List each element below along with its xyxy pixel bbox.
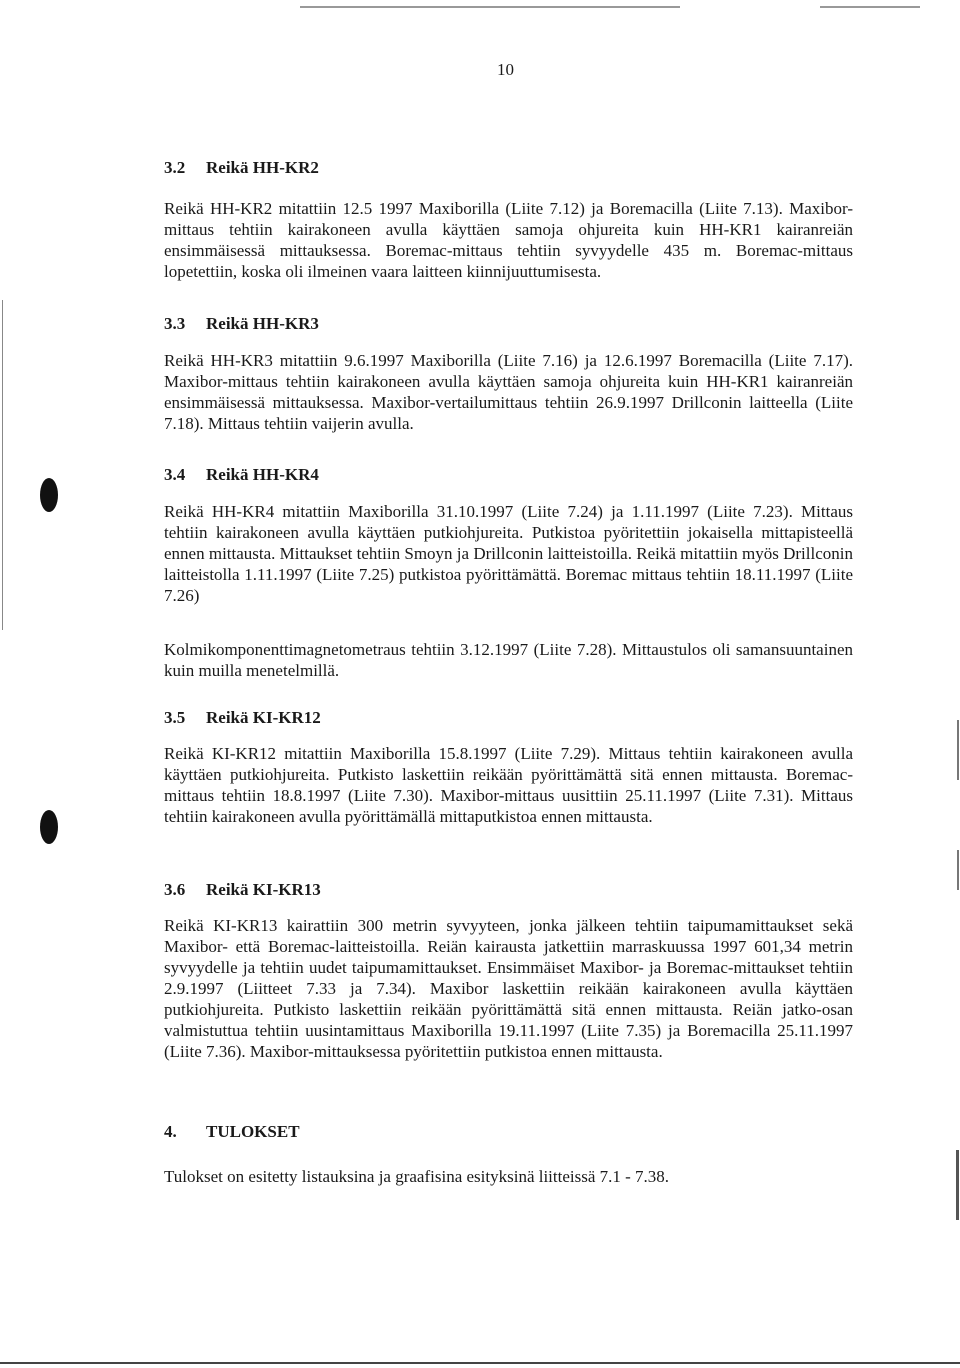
- scan-artifact-top-right-line: [820, 6, 920, 8]
- paragraph: Reikä HH-KR4 mitattiin Maxiborilla 31.10.1997 (Liite 7.24) ja 1.11.1997 (Liite 7.23). Mittaus tehtiin kairakoneen avulla käyttäen putkiohjureita. Putkistoa pyöritettiin jokaisella mittapisteellä ennen mittausta. Mittaukset tehtiin Smoyn ja Drillconin laitteistoilla. Reikä mitattiin myös Drillconin laitteistolla 1.11.1997 (Liite 7.25) putkistoa pyörittämättä. Boremac mittaus tehtiin 18.11.1997 (Liite 7.26): [164, 502, 853, 605]
- paragraph: Tulokset on esitetty listauksina ja graafisina esityksinä liitteissä 7.1 - 7.38.: [164, 1167, 670, 1186]
- section-heading: [164, 465, 319, 485]
- section-heading: [164, 158, 319, 178]
- scan-artifact-left-edge: [2, 300, 3, 630]
- section-heading: [164, 1122, 300, 1142]
- scan-artifact-bottom-line: [0, 1362, 960, 1364]
- section-heading: [164, 314, 319, 334]
- section-title: Reikä KI-KR12: [206, 708, 321, 727]
- page-number: 10: [497, 60, 514, 79]
- paragraph: Reikä KI-KR13 kairattiin 300 metrin syvyyteen, jonka jälkeen tehtiin taipumamittaukset sekä Maxibor- että Boremac-laitteistoilla. Reiän kairausta jatkettiin marraskuussa 1997 601,34 metrin syvyydelle ja tehtiin uudet taipumamittaukset. Ensimmäiset Maxibor- ja Boremac-mittaukset tehtiin 2.9.1997 (Liitteet 7.33 ja 7.34). Maxibor laskettiin reikään kairakoneen avulla käyttäen putkiohjureita. Putkisto laskettiin reikään pyörittämättä sitä ennen mittausta. Reiän jatko-osan valmistuttua tehtiin uusintamittaus Maxiborilla 19.11.1997 (Liite 7.35) ja Boremacilla 25.11.1997 (Liite 7.36). Maxibor-mittauksessa pyöritettiin putkistoa ennen mittausta.: [164, 916, 853, 1061]
- section-title: Reikä HH-KR3: [206, 314, 319, 333]
- section-number: 3.3: [164, 314, 186, 333]
- paragraph: Reikä HH-KR2 mitattiin 12.5 1997 Maxiborilla (Liite 7.12) ja Boremacilla (Liite 7.13). Maxibor-mittaus tehtiin kairakoneen avulla käyttäen samoja ohjureita kuin HH-KR1 kairanreiän ensimmäisessä mittauksessa. Boremac-mittaus tehtiin syvyydelle 435 m. Boremac-mittaus lopetettiin, koska oli ilmeinen vaara laitteen kiinnijuuttumisesta.: [164, 199, 853, 281]
- scan-artifact-right-edge-2: [957, 850, 959, 890]
- scan-artifact-top-line: [300, 6, 680, 8]
- section-number: 3.4: [164, 465, 186, 484]
- punch-hole-lower: [40, 810, 58, 844]
- section-title: TULOKSET: [206, 1122, 300, 1141]
- section-title: Reikä KI-KR13: [206, 880, 321, 899]
- section-title: Reikä HH-KR4: [206, 465, 319, 484]
- section-title: Reikä HH-KR2: [206, 158, 319, 177]
- scan-artifact-right-edge-3: [956, 1150, 959, 1220]
- section-number: 4.: [164, 1122, 177, 1141]
- scan-artifact-right-edge-1: [957, 720, 959, 780]
- paragraph: Kolmikomponenttimagnetometraus tehtiin 3.12.1997 (Liite 7.28). Mittaustulos oli samansuuntainen kuin muilla menetelmillä.: [164, 640, 853, 680]
- section-number: 3.2: [164, 158, 186, 177]
- section-number: 3.6: [164, 880, 186, 899]
- paragraph: Reikä HH-KR3 mitattiin 9.6.1997 Maxiborilla (Liite 7.16) ja 12.6.1997 Boremacilla (Liite 7.17). Maxibor-mittaus tehtiin kairakoneen avulla käyttäen samoja ohjureita kuin HH-KR1 kairanreiän ensimmäisessä mittauksessa. Maxibor-vertailumittaus tehtiin 26.9.1997 Drillconin laitteella (Liite 7.18). Mittaus tehtiin vaijerin avulla.: [164, 351, 853, 433]
- punch-hole-upper: [40, 478, 58, 512]
- section-number: 3.5: [164, 708, 186, 727]
- section-heading: [164, 880, 321, 900]
- section-heading: [164, 708, 321, 728]
- paragraph: Reikä KI-KR12 mitattiin Maxiborilla 15.8.1997 (Liite 7.29). Mittaus tehtiin kairakoneen avulla käyttäen putkiohjureita. Putkisto laskettiin reikään pyörittämättä sitä ennen mittausta. Boremac-mittaus tehtiin 18.8.1997 (Liite 7.30). Maxibor-mittaus uusittiin 25.11.1997 (Liite 7.31). Mittaus tehtiin kairakoneen avulla pyörittämällä mittaputkistoa ennen mittausta.: [164, 744, 853, 826]
